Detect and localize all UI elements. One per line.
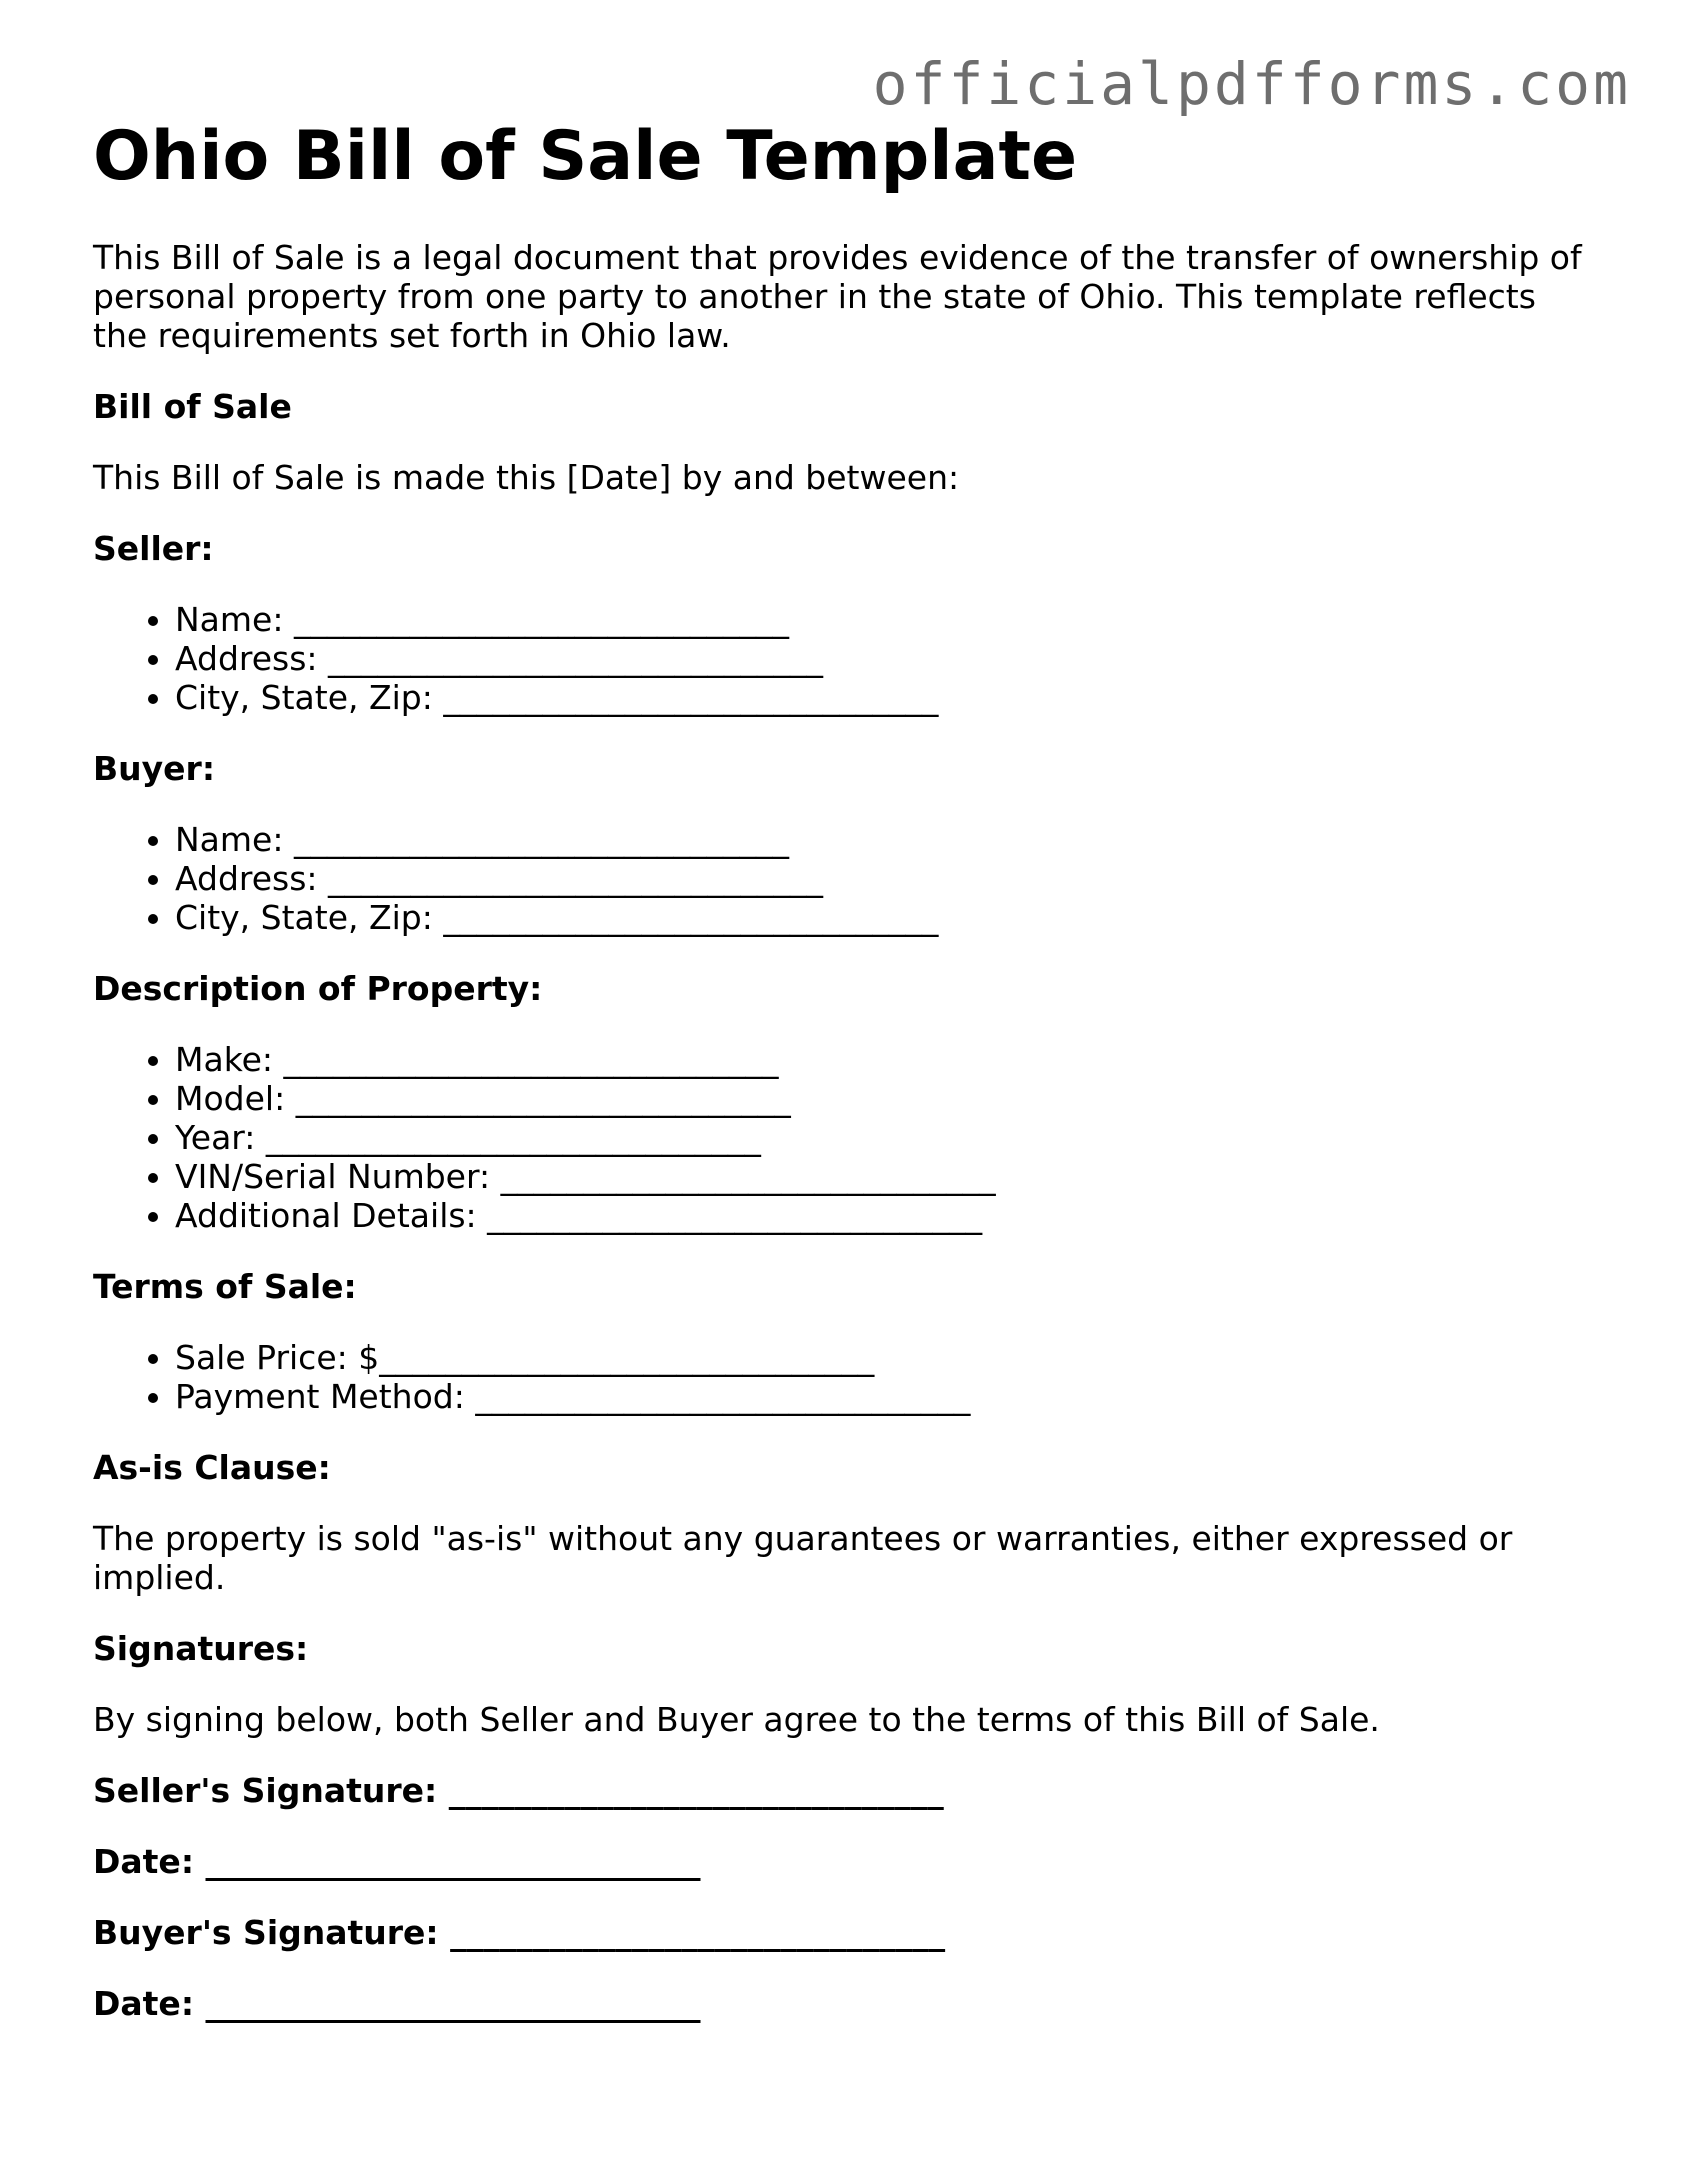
- property-year-field[interactable]: • Year: ______________________________: [175, 1118, 1593, 1157]
- signatures-heading: Signatures:: [93, 1629, 309, 1669]
- buyer-fields: [93, 820, 1593, 937]
- seller-date-field[interactable]: Date: ______________________________: [93, 1842, 701, 1882]
- made-this-statement: This Bill of Sale is made this [Date] by and between:: [93, 458, 960, 498]
- sale-price-field[interactable]: • Sale Price: $______________________________: [175, 1338, 1593, 1377]
- buyer-city-state-zip-field[interactable]: • City, State, Zip: ______________________________: [175, 898, 1593, 937]
- document-body: [93, 118, 1593, 2023]
- buyer-date-field[interactable]: Date: ______________________________: [93, 1984, 701, 2024]
- seller-signature-field[interactable]: Seller's Signature: ______________________________: [93, 1771, 944, 1811]
- as-is-heading: As-is Clause:: [93, 1448, 331, 1488]
- property-model-field[interactable]: • Model: ______________________________: [175, 1079, 1593, 1118]
- buyer-name-field[interactable]: • Name: ______________________________: [175, 820, 1593, 859]
- seller-name-field[interactable]: • Name: ______________________________: [175, 600, 1593, 639]
- terms-fields: [93, 1338, 1593, 1416]
- seller-address-field[interactable]: • Address: ______________________________: [175, 639, 1593, 678]
- signatures-text: By signing below, both Seller and Buyer agree to the terms of this Bill of Sale.: [93, 1700, 1380, 1740]
- property-fields: [93, 1040, 1593, 1235]
- buyer-signature-field[interactable]: Buyer's Signature: ______________________________: [93, 1913, 946, 1953]
- seller-heading: Seller:: [93, 529, 214, 569]
- terms-heading: Terms of Sale:: [93, 1267, 357, 1307]
- property-vin-field[interactable]: • VIN/Serial Number: ______________________________: [175, 1157, 1593, 1196]
- property-heading: Description of Property:: [93, 969, 543, 1009]
- buyer-address-field[interactable]: • Address: ______________________________: [175, 859, 1593, 898]
- page-title: Ohio Bill of Sale Template: [93, 117, 1078, 196]
- as-is-text: The property is sold "as-is" without any guarantees or warranties, either expressed or implied.: [93, 1519, 1513, 1598]
- seller-fields: [93, 600, 1593, 717]
- property-make-field[interactable]: • Make: ______________________________: [175, 1040, 1593, 1079]
- payment-method-field[interactable]: • Payment Method: ______________________________: [175, 1377, 1593, 1416]
- site-watermark: officialpdfforms.com: [872, 50, 1631, 118]
- buyer-heading: Buyer:: [93, 749, 216, 789]
- intro-paragraph: This Bill of Sale is a legal document that provides evidence of the transfer of ownership of personal property from one party to another in the state of Ohio. This template reflects the requirements set forth in Ohio law.: [93, 238, 1582, 356]
- bill-of-sale-heading: Bill of Sale: [93, 387, 292, 427]
- property-details-field[interactable]: • Additional Details: ______________________________: [175, 1196, 1593, 1235]
- seller-city-state-zip-field[interactable]: • City, State, Zip: ______________________________: [175, 678, 1593, 717]
